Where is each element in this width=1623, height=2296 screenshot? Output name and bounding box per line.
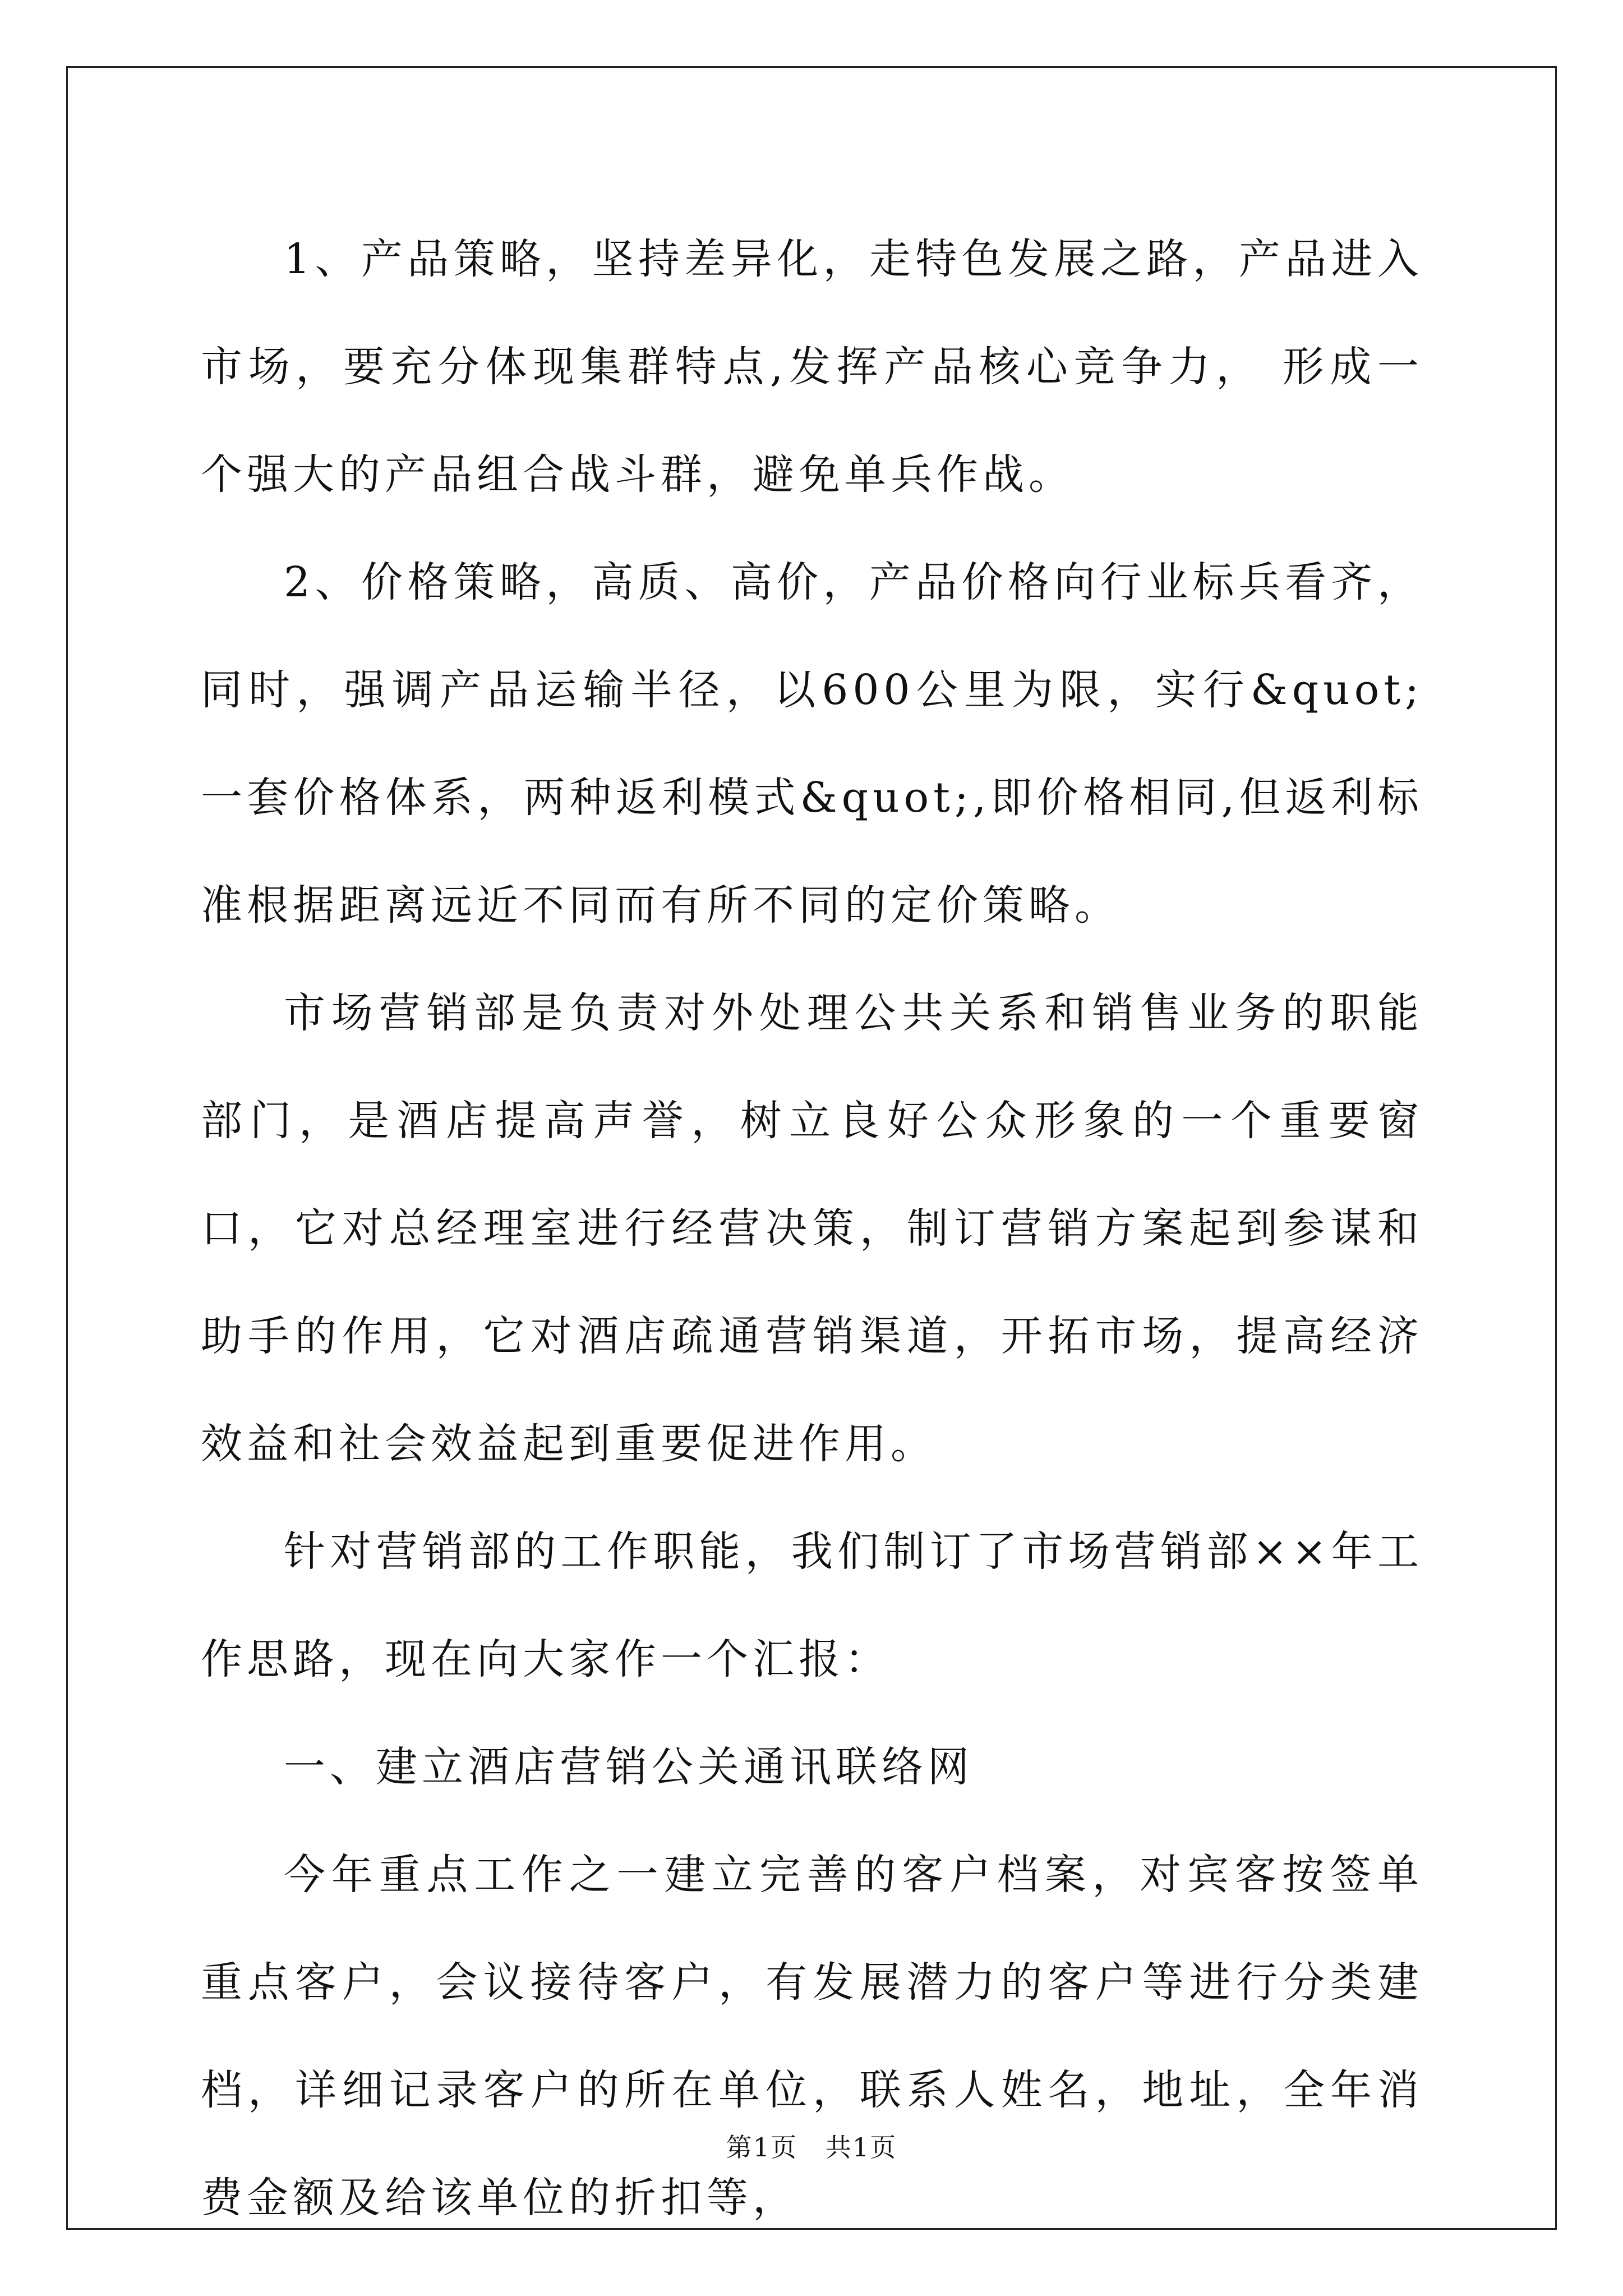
paragraph-marketing-department: 市场营销部是负责对外处理公共关系和销售业务的职能部门，是酒店提高声誉，树立良好公众形象的一个重要窗口，它对总经理室进行经营决策，制订营销方案起到参谋和助手的作用，它对酒店疏通营销渠道，开拓市场，提高经济效益和社会效益起到重要促进作用。 — [201, 989, 1423, 1468]
paragraph-price-strategy: 2、价格策略，高质、高价，产品价格向行业标兵看齐，同时，强调产品运输半径，以600公里为限，实行&quot;一套价格体系，两种返利模式&quot;,即价格相同,但返利标准根据距离远近不同而有所不同的定价策略。 — [201, 558, 1423, 930]
paragraph-product-strategy: 1、产品策略，坚持差异化，走特色发展之路，产品进入市场，要充分体现集群特点,发挥产品核心竞争力， 形成一个强大的产品组合战斗群，避免单兵作战。 — [201, 235, 1423, 499]
section-heading: 一、建立酒店营销公关通讯联络网 — [284, 1743, 974, 1791]
paragraph-customer-files: 今年重点工作之一建立完善的客户档案，对宾客按签单重点客户，会议接待客户，有发展潜力的客户等进行分类建档，详细记录客户的所在单位，联系人姓名，地址，全年消费金额及给该单位的折扣等， — [201, 1851, 1423, 2222]
document-body — [201, 205, 1423, 2252]
paragraph-work-plan-intro: 针对营销部的工作职能，我们制订了市场营销部××年工作思路，现在向大家作一个汇报： — [201, 1527, 1423, 1683]
page-number-footer: 第1页 共1页 — [726, 2132, 897, 2162]
